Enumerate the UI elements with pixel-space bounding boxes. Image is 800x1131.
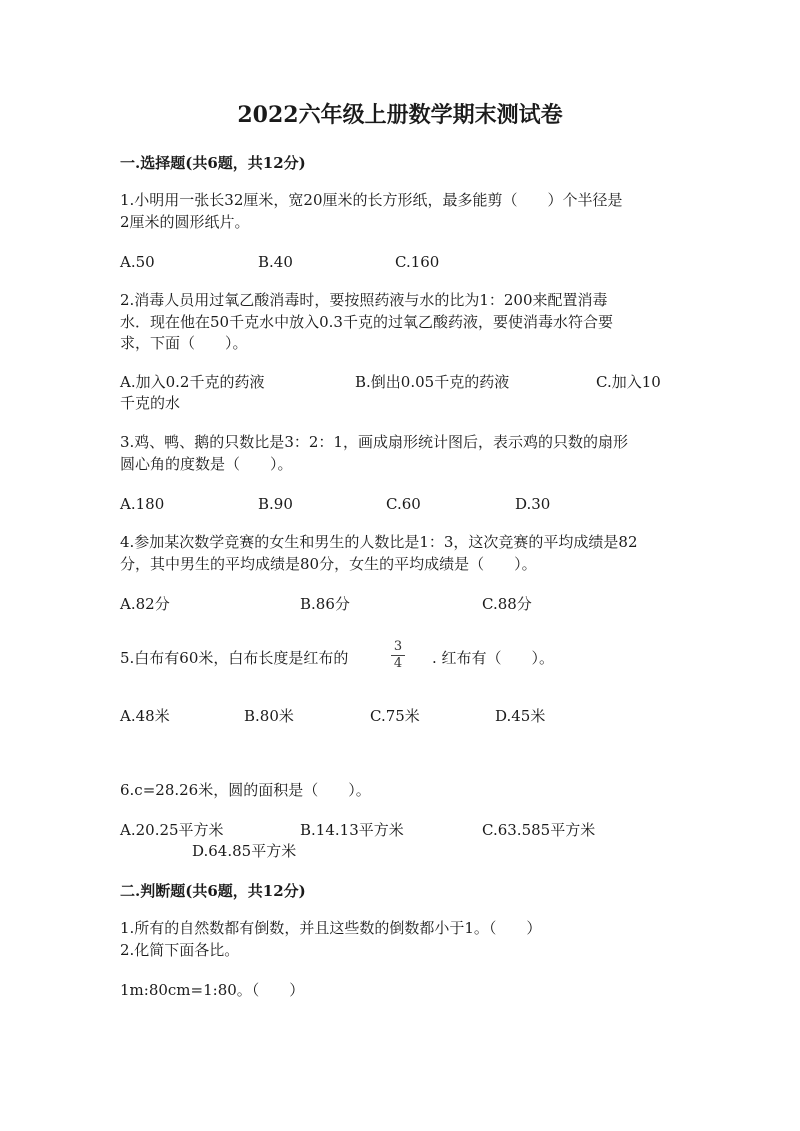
question-text: 1.小明用一张长32厘米，宽20厘米的长方形纸，最多能剪（ ）个半径是 [120, 191, 623, 209]
option-b: B.86分 [300, 595, 350, 613]
option-a: A.48米 [120, 707, 170, 725]
section-heading-choice: 一.选择题(共6题，共12分) [120, 154, 306, 172]
option-d: D.30 [515, 495, 551, 513]
option-b: B.90 [258, 495, 293, 513]
option-a: A.180 [120, 495, 165, 513]
judgement-question-2: 2.化简下面各比。 [120, 941, 240, 959]
option-a: A.加入0.2千克的药液 [120, 373, 265, 391]
question-text: 水．现在他在50千克水中放入0.3千克的过氧乙酸药液，要使消毒水符合要 [120, 313, 613, 331]
option-c: C.88分 [482, 595, 532, 613]
question-text: 求，下面（ ）。 [120, 334, 248, 352]
fraction-denominator: 4 [393, 656, 403, 671]
option-c: C.160 [395, 253, 440, 271]
question-text: 圆心角的度数是（ ）。 [120, 455, 293, 473]
question-text: 2.消毒人员用过氧乙酸消毒时，要按照药液与水的比为1：200来配置消毒 [120, 291, 608, 309]
question-text: 3.鸡、鸭、鹅的只数比是3：2：1，画成扇形统计图后，表示鸡的只数的扇形 [120, 433, 628, 451]
option-c: C.63.585平方米 [482, 821, 596, 839]
option-a: A.50 [120, 253, 155, 271]
option-d: D.45米 [495, 707, 546, 725]
option-c: C.加入10 [596, 373, 661, 391]
section-heading-judgement: 二.判断题(共6题，共12分) [120, 882, 306, 900]
question-text: 2厘米的圆形纸片。 [120, 213, 250, 231]
question-text: 5.白布有60米，白布长度是红布的 [120, 649, 349, 667]
option-b: B.40 [258, 253, 293, 271]
option-a: A.82分 [120, 595, 170, 613]
option-b: B.80米 [244, 707, 294, 725]
page-title: 2022六年级上册数学期末测试卷 [237, 102, 563, 128]
option-b: B.倒出0.05千克的药液 [355, 373, 510, 391]
question-text: 4.参加某次数学竞赛的女生和男生的人数比是1：3，这次竞赛的平均成绩是82 [120, 533, 638, 551]
fraction-numerator: 3 [393, 639, 403, 654]
question-text: 6.c=28.26米，圆的面积是（ ）。 [120, 781, 371, 799]
question-text: . 红布有（ ）。 [432, 649, 555, 667]
judgement-question-2-item: 1m:80cm=1:80。（ ） [120, 981, 305, 999]
option-a: A.20.25平方米 [120, 821, 224, 839]
option-d: D.64.85平方米 [192, 842, 297, 860]
judgement-question-1: 1.所有的自然数都有倒数，并且这些数的倒数都小于1。（ ） [120, 919, 542, 937]
option-c-continued: 千克的水 [120, 394, 181, 412]
question-text: 分，其中男生的平均成绩是80分，女生的平均成绩是（ ）。 [120, 555, 537, 573]
option-b: B.14.13平方米 [300, 821, 404, 839]
option-c: C.60 [386, 495, 421, 513]
option-c: C.75米 [370, 707, 420, 725]
fraction [390, 640, 406, 671]
